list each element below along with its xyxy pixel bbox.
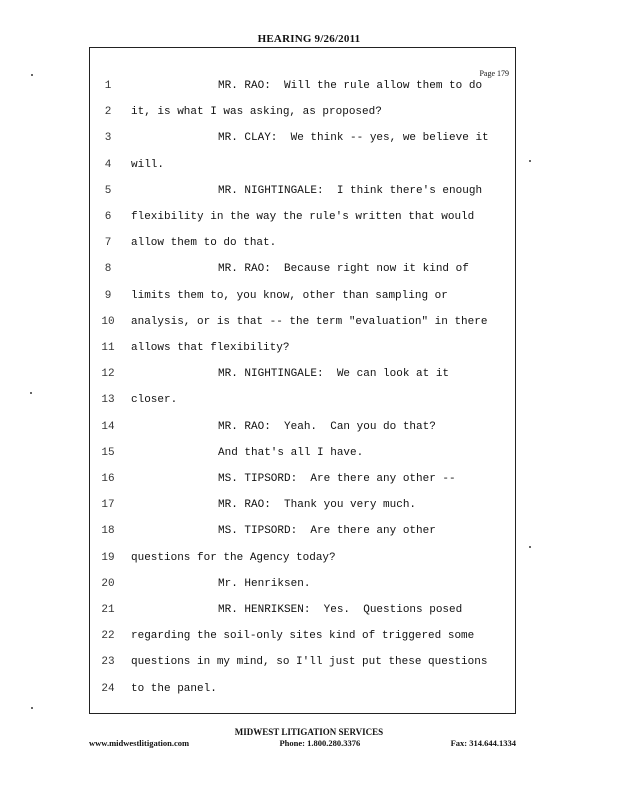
line-number: 22	[101, 630, 115, 643]
transcript-line	[90, 679, 517, 699]
transcript-line	[90, 76, 517, 96]
line-number: 10	[101, 315, 115, 328]
transcript-line	[90, 600, 517, 620]
transcript-line	[90, 207, 517, 227]
line-number: 23	[101, 656, 115, 669]
transcript-line	[90, 574, 517, 594]
footer-contact-row	[89, 738, 516, 748]
line-text: Mr. Henriksen.	[218, 577, 311, 590]
transcript-line	[90, 312, 517, 332]
scan-speck	[529, 160, 531, 162]
line-text: MS. TIPSORD: Are there any other	[218, 525, 436, 538]
footer-fax: Fax: 314.644.1334	[450, 738, 516, 748]
line-number: 3	[104, 132, 112, 145]
transcript-page-frame	[89, 47, 516, 714]
footer-phone: Phone: 1.800.280.3376	[279, 738, 361, 748]
line-text: MR. RAO: Will the rule allow them to do	[218, 80, 483, 92]
transcript-line	[90, 286, 517, 306]
transcript-line	[90, 548, 517, 568]
transcript-line	[90, 390, 517, 410]
line-number: 20	[101, 577, 115, 590]
line-number: 21	[101, 604, 115, 616]
line-number: 9	[104, 289, 112, 302]
line-text: analysis, or is that -- the term "evaluation" in there	[131, 315, 488, 328]
line-number: 7	[104, 237, 112, 250]
line-number: 11	[101, 342, 115, 354]
line-text: questions in my mind, so I'll just put these questions	[131, 656, 488, 669]
line-number: 17	[101, 499, 115, 512]
transcript-line	[90, 102, 517, 122]
transcript-line	[90, 259, 517, 279]
transcript-line	[90, 338, 517, 358]
page-number-label: Page 179	[479, 69, 509, 78]
line-text: And that's all I have.	[218, 446, 364, 459]
line-text: regarding the soil-only sites kind of triggered some	[131, 630, 475, 643]
line-number: 12	[101, 368, 115, 381]
transcript-line	[90, 443, 517, 463]
line-text: MR. HENRIKSEN: Yes. Questions posed	[218, 604, 463, 616]
scan-speck	[529, 546, 531, 548]
transcript-line	[90, 626, 517, 646]
line-text: MR. RAO: Thank you very much.	[218, 499, 417, 512]
transcript-line	[90, 495, 517, 515]
line-number: 14	[101, 420, 115, 433]
transcript-line	[90, 181, 517, 201]
transcript-line	[90, 155, 517, 175]
footer-company-name: MIDWEST LITIGATION SERVICES	[234, 727, 384, 737]
transcript-line	[90, 233, 517, 253]
line-number: 16	[101, 473, 115, 485]
line-number: 19	[101, 551, 115, 564]
line-text: MR. NIGHTINGALE: I think there's enough	[218, 184, 483, 197]
line-number: 4	[104, 158, 112, 171]
line-text: MR. CLAY: We think -- yes, we believe it	[218, 132, 489, 145]
line-number: 8	[104, 263, 112, 276]
transcript-line	[90, 128, 517, 148]
line-text: MS. TIPSORD: Are there any other --	[218, 473, 456, 485]
transcript-line	[90, 469, 517, 489]
line-number: 6	[104, 211, 112, 223]
transcript-line	[90, 652, 517, 672]
transcript-line	[90, 364, 517, 384]
line-text: it, is what I was asking, as proposed?	[131, 106, 382, 119]
scan-speck	[30, 392, 32, 394]
line-text: MR. RAO: Yeah. Can you do that?	[218, 420, 436, 433]
line-number: 13	[101, 394, 115, 407]
line-text: limits them to, you know, other than sampling or	[131, 289, 448, 302]
line-text: to the panel.	[131, 682, 217, 695]
line-number: 2	[104, 106, 112, 119]
line-text: will.	[131, 158, 165, 171]
line-text: flexibility in the way the rule's written that would	[131, 211, 475, 223]
line-text: allow them to do that.	[131, 237, 277, 250]
line-text: allows that flexibility?	[131, 342, 290, 354]
line-number: 5	[104, 184, 112, 197]
line-number: 24	[101, 682, 115, 695]
line-text: closer.	[131, 394, 178, 407]
transcript-line	[90, 521, 517, 541]
scan-speck	[31, 74, 33, 76]
line-text: MR. NIGHTINGALE: We can look at it	[218, 368, 450, 381]
line-text: MR. RAO: Because right now it kind of	[218, 263, 469, 276]
line-number: 15	[101, 446, 115, 459]
scan-speck	[31, 707, 33, 709]
line-number: 1	[104, 80, 112, 92]
line-number: 18	[101, 525, 115, 538]
line-text: questions for the Agency today?	[131, 551, 336, 564]
page-header-title: HEARING 9/26/2011	[257, 33, 361, 45]
transcript-line	[90, 417, 517, 437]
footer-website: www.midwestlitigation.com	[89, 738, 190, 748]
